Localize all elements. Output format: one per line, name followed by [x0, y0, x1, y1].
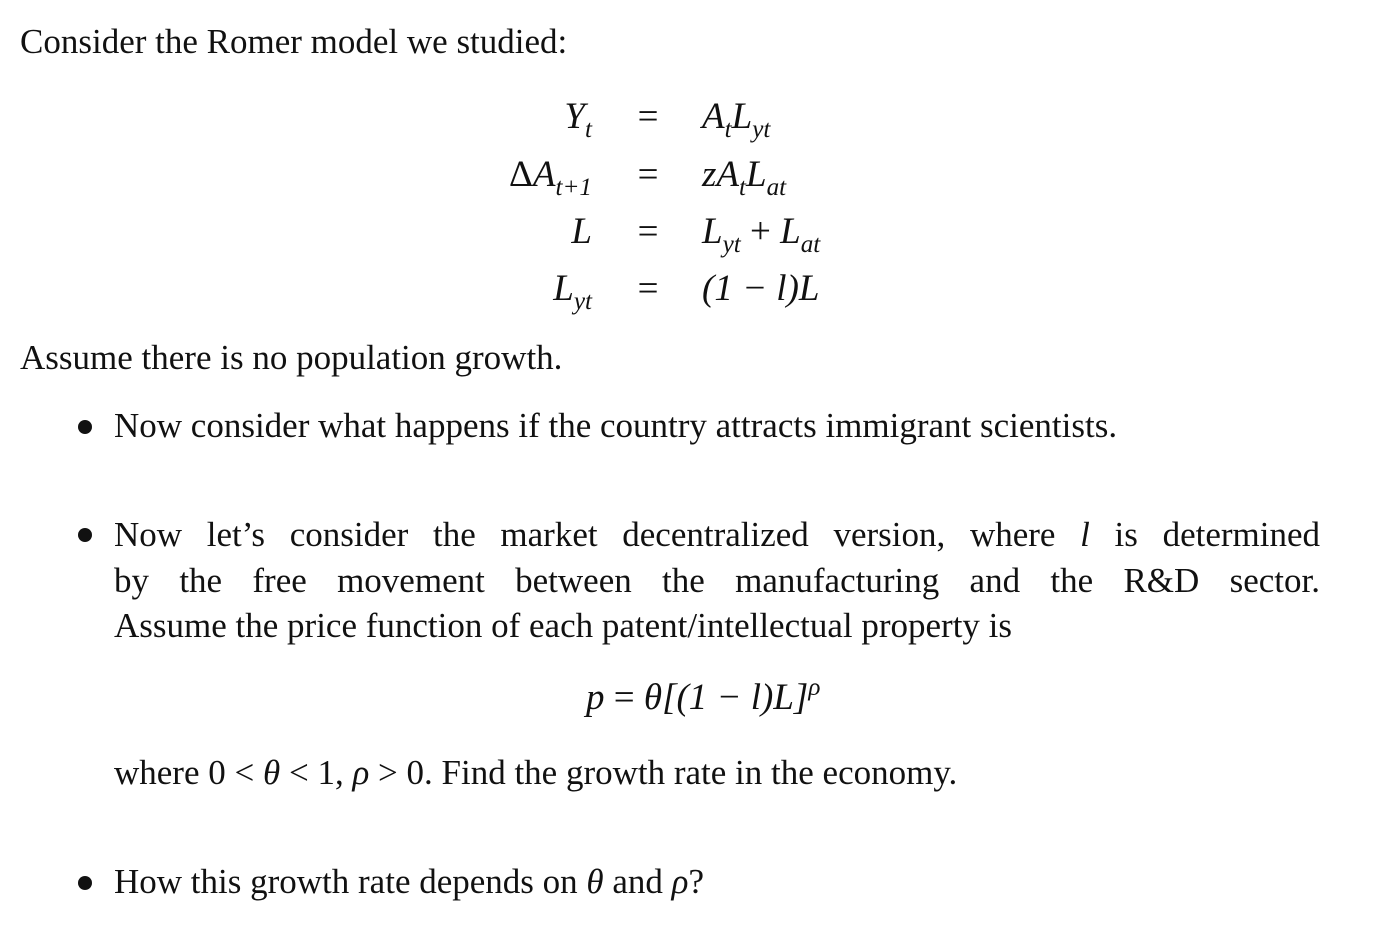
equation-2-rhs: $zA_tL_{at}$ — [702, 154, 787, 202]
bullet-item-decentralized-line1: Now let’s consider the market decentralized version, where l is determined — [114, 515, 1321, 554]
bullet-icon — [78, 420, 92, 434]
bullet-icon — [78, 528, 92, 542]
equation-3-lhs: L — [571, 211, 592, 252]
equation-2-lhs: $\Delta A_{t+1}$ — [509, 154, 592, 202]
bullet-item-growth-dependence: How this growth rate depends on θ and ρ? — [114, 862, 705, 901]
price-function-equation: $p = \theta[(1 - l)L]^\rho$ — [586, 674, 821, 718]
where-condition-text: where 0 < θ < 1, ρ > 0. Find the growth rate in the economy. — [114, 753, 958, 792]
intro-text: Consider the Romer model we studied: — [20, 22, 568, 61]
equation-3-rhs: $L_{yt} + L_{at}$ — [702, 211, 821, 259]
equation-4-equals: = — [637, 268, 659, 309]
bullet-item-decentralized-line2: by the free movement between the manufacturing and the R&D sector. — [114, 561, 1320, 600]
equation-1-rhs: $A_tL_{yt}$ — [702, 96, 771, 144]
equation-2-equals: = — [637, 154, 659, 195]
equation-4-rhs: (1 − l)L — [702, 268, 820, 309]
bullet-icon — [78, 876, 92, 890]
equation-3-equals: = — [637, 211, 659, 252]
bullet-item-immigrant-scientists: Now consider what happens if the country attracts immigrant scientists. — [114, 406, 1118, 445]
bullet-item-decentralized-line3: Assume the price function of each patent/intellectual property is — [114, 606, 1013, 645]
equation-1-lhs: $Y_t$ — [564, 96, 592, 144]
equation-1-equals: = — [637, 96, 659, 137]
equation-4-lhs: $L_{yt}$ — [553, 268, 592, 316]
assumption-text: Assume there is no population growth. — [20, 338, 563, 377]
